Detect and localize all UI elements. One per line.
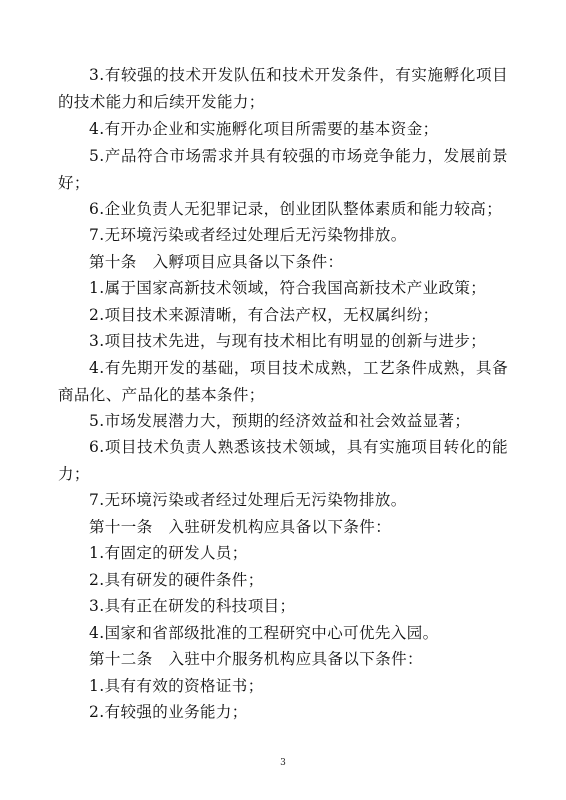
paragraph: 4.有先期开发的基础，项目技术成熟，工艺条件成熟，具备商品化、产品化的基本条件； [58,359,508,404]
paragraph: 5.市场发展潜力大，预期的经济效益和社会效益显著； [89,412,471,430]
paragraph: 1.具有有效的资格证书； [89,677,264,695]
paragraph: 2.有较强的业务能力； [89,703,248,721]
paragraph: 1.属于国家高新技术领域，符合我国高新技术产业政策； [89,279,487,297]
paragraph: 3.有较强的技术开发队伍和技术开发条件，有实施孵化项目的技术能力和后续开发能力； [58,66,508,111]
paragraph: 7.无环境污染或者经过处理后无污染物排放。 [89,226,407,244]
paragraph: 3.具有正在研发的科技项目； [89,597,296,615]
section-heading: 第十条 入孵项目应具备以下条件： [89,253,344,271]
paragraph: 2.具有研发的硬件条件； [89,571,264,589]
paragraph: 5.产品符合市场需求并具有较强的市场竞争能力，发展前景好； [58,147,508,192]
page-number: 3 [280,758,286,768]
paragraph: 4.国家和省部级批准的工程研究中心可优先入园。 [89,624,439,642]
paragraph: 7.无环境污染或者经过处理后无污染物排放。 [89,491,407,509]
paragraph: 2.项目技术来源清晰，有合法产权，无权属纠纷； [89,306,439,324]
paragraph: 1.有固定的研发人员； [89,544,248,562]
section-heading: 第十二条 入驻中介服务机构应具备以下条件： [89,650,423,668]
section-heading: 第十一条 入驻研发机构应具备以下条件： [89,518,392,536]
paragraph: 6.企业负责人无犯罪记录，创业团队整体素质和能力较高； [89,200,503,218]
paragraph: 3.项目技术先进，与现有技术相比有明显的创新与进步； [89,332,487,350]
paragraph: 4.有开办企业和实施孵化项目所需要的基本资金； [89,120,439,138]
paragraph: 6.项目技术负责人熟悉该技术领域，具有实施项目转化的能力； [58,438,508,483]
